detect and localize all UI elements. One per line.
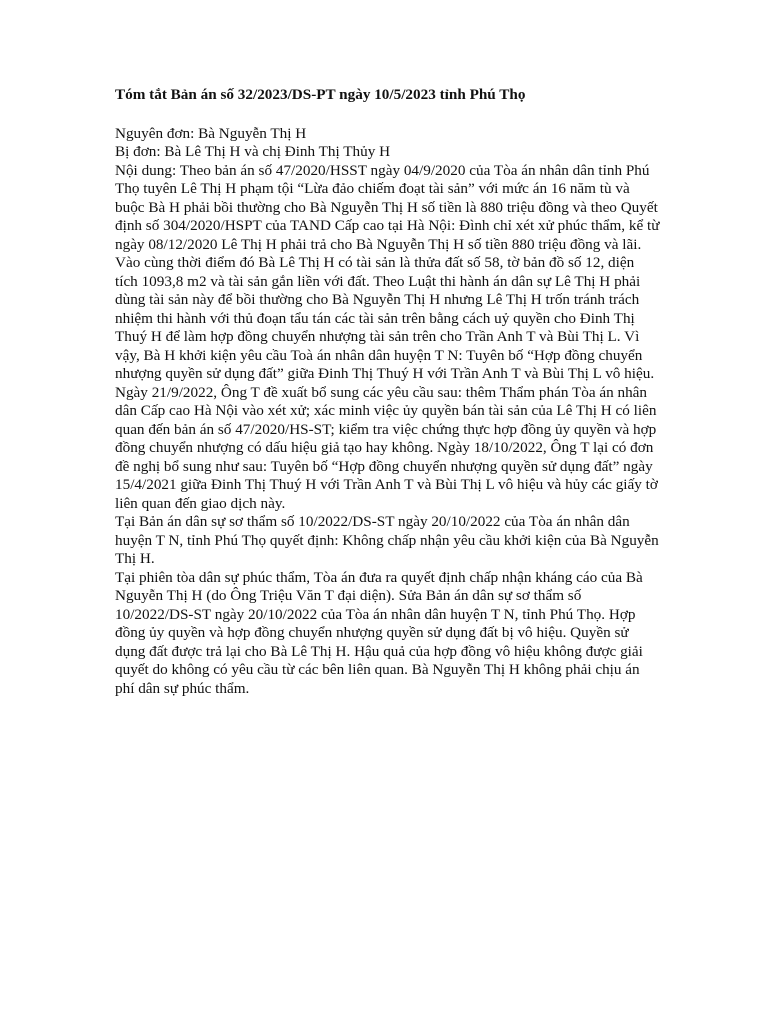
first-instance-paragraph: Tại Bản án dân sự sơ thẩm số 10/2022/DS-ST ngày 20/10/2022 của Tòa án nhân dân huyện T N, tỉnh Phú Thọ quyết định: Không chấp nhận yêu cầu khởi kiện của Bà Nguyễn Thị H. [115,513,659,567]
document-title: Tóm tắt Bản án số 32/2023/DS-PT ngày 10/5/2023 tỉnh Phú Thọ [115,86,526,103]
defendant-line: Bị đơn: Bà Lê Thị H và chị Đinh Thị Thủy H [115,143,391,160]
content-paragraph: Nội dung: Theo bản án số 47/2020/HSST ngày 04/9/2020 của Tòa án nhân dân tỉnh Phú Thọ tuyên Lê Thị H phạm tội “Lừa đảo chiếm đoạt tài sản” với mức án 16 năm tù và buộc Bà H phải bồi thường cho Bà Nguyễn Thị H số tiền là 880 triệu đồng và theo Quyết định số 304/2020/HSPT của TAND Cấp cao tại Hà Nội: Đình chỉ xét xử phúc thẩm, kể từ ngày 08/12/2020 Lê Thị H phải trả cho Bà Nguyễn Thị H số tiền 880 triệu đồng và lãi. Vào cùng thời điểm đó Bà Lê Thị H có tài sản là thửa đất số 58, tờ bản đồ số 12, diện tích 1093,8 m2 và tài sản gắn liền với đất. Theo Luật thi hành án dân sự Lê Thị H phải dùng tài sản này để bồi thường cho Bà Nguyễn Thị H nhưng Lê Thị H trốn tránh trách nhiệm thi hành với thủ đoạn tẩu tán các tài sản trên bằng cách uỷ quyền cho Đinh Thị Thuý H để làm hợp đồng chuyển nhượng tài sản trên cho Trần Anh T và Bùi Thị L. Vì vậy, Bà H khởi kiện yêu cầu Toà án nhân dân huyện T N: Tuyên bố “Hợp đồng chuyển nhượng quyền sử dụng đất” giữa Đinh Thị Thuý H với Trần Anh T và Bùi Thị L vô hiệu. Ngày 21/9/2022, Ông T đề xuất bổ sung các yêu cầu sau: thêm Thẩm phán Tòa án nhân dân Cấp cao Hà Nội vào xét xử; xác minh việc ủy quyền bán tài sản của Lê Thị H có liên quan đến bản án số 47/2020/HS-ST; kiểm tra việc chứng thực hợp đồng ủy quyền và hợp đồng chuyển nhượng có dấu hiệu giả tạo hay không. Ngày 18/10/2022, Ông T lại có đơn đề nghị bổ sung như sau: Tuyên bố “Hợp đồng chuyển nhượng quyền sử dụng đất” ngày 15/4/2021 giữa Đinh Thị Thuý H với Trần Anh T và Bùi Thị L vô hiệu và hủy các giấy tờ liên quan đến giao dịch này. [115,161,660,512]
plaintiff-line: Nguyên đơn: Bà Nguyễn Thị H [115,124,307,142]
document-page [115,86,660,698]
appeal-paragraph: Tại phiên tòa dân sự phúc thẩm, Tòa án đưa ra quyết định chấp nhận kháng cáo của Bà Nguyễn Thị H (do Ông Triệu Văn T đại diện). Sửa Bản án dân sự sơ thẩm số 10/2022/DS-ST ngày 20/10/2022 của Tòa án nhân dân huyện T N, tỉnh Phú Thọ. Hợp đồng ủy quyền và hợp đồng chuyển nhượng quyền sử dụng đất bị vô hiệu. Quyền sử dụng đất được trả lại cho Bà Lê Thị H. Hậu quả của hợp đồng vô hiệu không được giải quyết do không có yêu cầu từ các bên liên quan. Bà Nguyễn Thị H không phải chịu án phí dân sự phúc thẩm. [115,568,643,697]
